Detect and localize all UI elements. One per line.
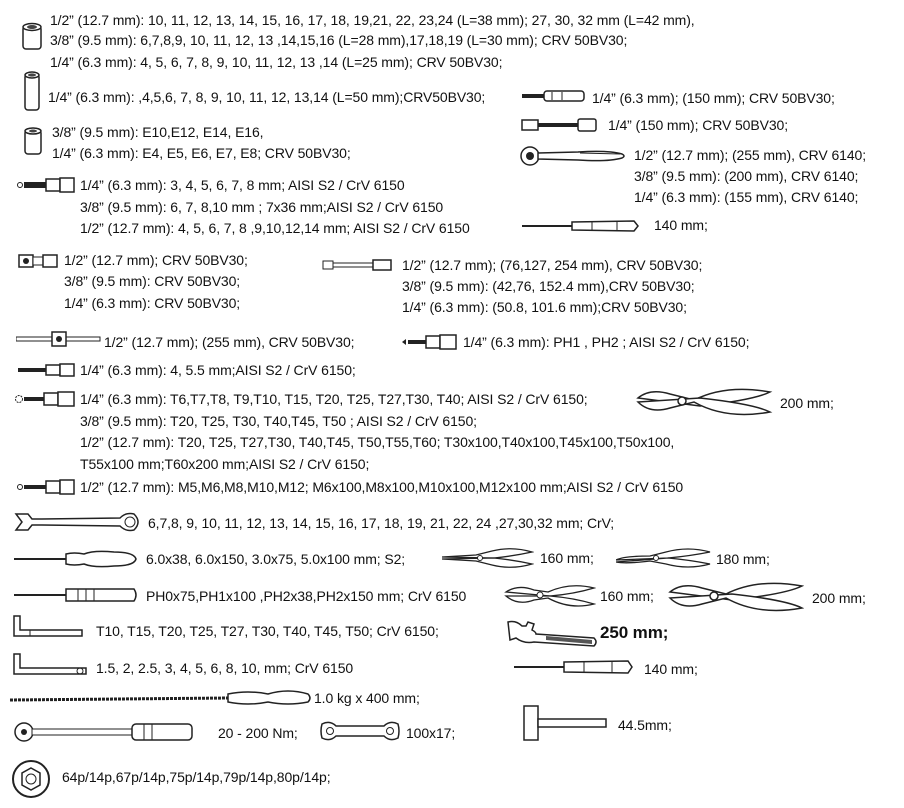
spanner-icon	[320, 720, 400, 742]
phillips-bit-socket-icon	[400, 333, 462, 351]
torx-bit-socket-icon	[14, 390, 78, 408]
box-nut-icon	[10, 758, 52, 800]
voltage-tester-icon	[522, 218, 642, 234]
phillips-screwdrivers-text: PH0x75,PH1x100 ,PH2x38,PH2x150 mm; CrV 6150	[146, 588, 467, 604]
flex-handle-icon	[520, 116, 600, 134]
torx-sockets-line-2: 1/4” (6.3 mm): E4, E5, E6, E7, E8; CRV 50BV30;	[52, 145, 351, 161]
adjustable-wrench-text: 250 mm;	[600, 623, 669, 642]
extension-bar-icon	[322, 258, 394, 272]
universal-joints-line-3: 1/4” (6.3 mm): CRV 50BV30;	[64, 295, 241, 311]
bent-nose-pliers-text: 180 mm;	[716, 551, 770, 567]
sockets-line-2: 3/8” (9.5 mm): 6,7,8,9, 10, 11, 12, 13 ,14,15,16 (L=28 mm),17,18,19 (L=30 mm); CRV 50BV30;	[50, 32, 628, 48]
sockets-line-3: 1/4” (6.3 mm): 4, 5, 6, 7, 8, 9, 10, 11, 12, 13 ,14 (L=25 mm); CRV 50BV30;	[50, 54, 503, 70]
spline-bit-socket-icon	[16, 478, 78, 496]
hex-bits-line-3: 1/2” (12.7 mm): 4, 5, 6, 7, 8 ,9,10,12,14 mm; AISI S2 / CrV 6150	[80, 220, 470, 236]
hammer-text: 44.5mm;	[618, 717, 672, 733]
pickup-tool-icon	[8, 686, 312, 708]
sockets-line-1: 1/2” (12.7 mm): 10, 11, 12, 13, 14, 15, 16, 17, 18, 19,21, 22, 23,24 (L=38 mm); 27, 30, 32 mm (L=42 mm),	[50, 12, 695, 28]
hex-bit-socket-icon	[16, 176, 78, 194]
torx-key-icon	[10, 614, 84, 640]
torx-bits-line-3: 1/2” (12.7 mm): T20, T25, T27,T30, T40,T45, T50,T55,T60; T30x100,T40x100,T45x100,T50x100,	[80, 434, 675, 450]
torx-keys-text: T10, T15, T20, T25, T27, T30, T40, T45, T50; CrV 6150;	[96, 623, 439, 639]
voltage-tester-2-icon	[514, 658, 636, 676]
socket-icon	[20, 22, 44, 52]
deep-sockets-line: 1/4” (6.3 mm): ,4,5,6, 7, 8, 9, 10, 11, 12, 13,14 (L=50 mm);CRV50BV30;	[48, 89, 486, 105]
hex-key-icon	[10, 652, 90, 678]
t-bar-icon	[16, 330, 102, 348]
ratchets-line-1: 1/2” (12.7 mm); (255 mm), CRV 6140;	[634, 147, 866, 163]
combination-wrench-icon	[14, 508, 142, 536]
bent-nose-pliers-icon	[616, 546, 712, 570]
box-nut-text: 64p/14p,67p/14p,75p/14p,79p/14p,80p/14p;	[62, 769, 331, 785]
universal-joints-line-2: 3/8” (9.5 mm): CRV 50BV30;	[64, 273, 241, 289]
long-nose-pliers-text: 160 mm;	[540, 550, 594, 566]
extensions-line-2: 3/8” (9.5 mm): (42,76, 152.4 mm),CRV 50BV30;	[402, 278, 695, 294]
bit-driver-icon	[522, 88, 588, 104]
phillips-screwdriver-icon	[14, 584, 138, 606]
torque-wrench-icon	[12, 718, 194, 746]
diagonal-cutters-text: 160 mm;	[600, 588, 654, 604]
pickup-tool-text: 1.0 kg x 400 mm;	[314, 690, 420, 706]
tester-2-text: 140 mm;	[644, 661, 698, 677]
torx-sockets-line-1: 3/8” (9.5 mm): E10,E12, E14, E16,	[52, 124, 264, 140]
phillips-bits-text: 1/4” (6.3 mm): PH1 , PH2 ; AISI S2 / CrV 6150;	[463, 334, 750, 350]
bit-driver-text: 1/4” (6.3 mm); (150 mm); CRV 50BV30;	[592, 90, 835, 106]
pliers-200-b-text: 200 mm;	[812, 590, 866, 606]
adjustable-wrench-icon	[506, 618, 598, 648]
hammer-icon	[522, 702, 608, 742]
spline-bits-text: 1/2” (12.7 mm): M5,M6,M8,M10,M12; M6x100,M8x100,M10x100,M12x100 mm;AISI S2 / CrV 6150	[80, 479, 684, 495]
hex-bits-small-text: 1/4” (6.3 mm): 4, 5.5 mm;AISI S2 / CrV 6150;	[80, 362, 356, 378]
hex-bit-small-icon	[16, 362, 78, 378]
torx-bits-line-2: 3/8” (9.5 mm): T20, T25, T30, T40,T45, T50 ; AISI S2 / CrV 6150;	[80, 413, 477, 429]
universal-joints-line-1: 1/2” (12.7 mm); CRV 50BV30;	[64, 252, 248, 268]
tester-1-text: 140 mm;	[654, 217, 708, 233]
extensions-line-1: 1/2” (12.7 mm); (76,127, 254 mm), CRV 50BV30;	[402, 257, 703, 273]
extensions-line-3: 1/4” (6.3 mm): (50.8, 101.6 mm);CRV 50BV30;	[402, 299, 687, 315]
long-nose-pliers-icon	[442, 546, 534, 570]
spanner-text: 100x17;	[406, 725, 456, 741]
torx-socket-icon	[22, 126, 44, 158]
hex-bits-line-1: 1/4” (6.3 mm): 3, 4, 5, 6, 7, 8 mm; AISI S2 / CrV 6150	[80, 177, 405, 193]
hex-keys-text: 1.5, 2, 2.5, 3, 4, 5, 6, 8, 10, mm; CrV 6150	[96, 660, 354, 676]
hex-bits-line-2: 3/8” (9.5 mm): 6, 7, 8,10 mm ; 7x36 mm;AISI S2 / CrV 6150	[80, 199, 444, 215]
torx-bits-line-1: 1/4” (6.3 mm): T6,T7,T8, T9,T10, T15, T20, T25, T27,T30, T40; AISI S2 / CrV 6150;	[80, 391, 588, 407]
flex-handle-text: 1/4” (150 mm); CRV 50BV30;	[608, 117, 788, 133]
torx-bits-line-4: T55x100 mm;T60x200 mm;AISI S2 / CrV 6150;	[80, 456, 370, 472]
torque-wrench-text: 20 - 200 Nm;	[218, 725, 298, 741]
wrenches-text: 6,7,8, 9, 10, 11, 12, 13, 14, 15, 16, 17, 18, 19, 21, 22, 24 ,27,30,32 mm; CrV;	[148, 515, 615, 531]
slip-joint-pliers-icon	[636, 380, 774, 424]
universal-joint-icon	[18, 252, 60, 270]
flat-screwdriver-icon	[14, 548, 138, 570]
ratchet-icon	[518, 144, 628, 168]
t-bar-text: 1/2” (12.7 mm); (255 mm), CRV 50BV30;	[104, 334, 355, 350]
ratchets-line-2: 3/8” (9.5 mm): (200 mm), CRV 6140;	[634, 168, 859, 184]
ratchets-line-3: 1/4” (6.3 mm): (155 mm), CRV 6140;	[634, 189, 859, 205]
flat-screwdrivers-text: 6.0x38, 6.0x150, 3.0x75, 5.0x100 mm; S2;	[146, 551, 406, 567]
deep-socket-icon	[22, 70, 42, 114]
pliers-200-a-text: 200 mm;	[780, 395, 834, 411]
diagonal-cutters-icon	[504, 580, 596, 610]
slip-joint-pliers-2-icon	[668, 574, 804, 620]
